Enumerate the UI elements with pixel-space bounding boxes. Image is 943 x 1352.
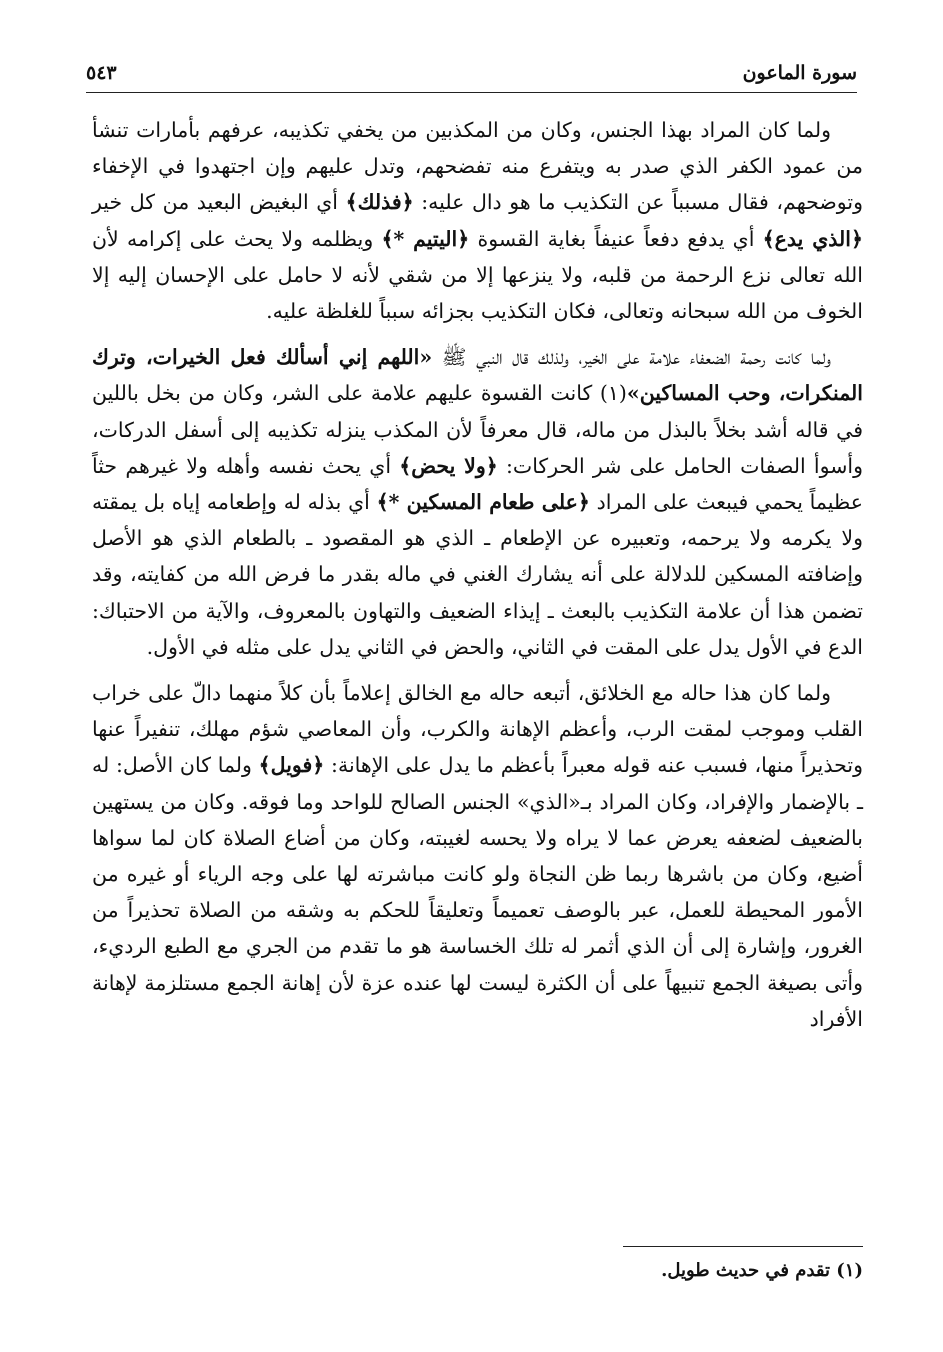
quran-quote: ﴿على طعام المسكين *﴾: [376, 490, 590, 515]
text-segment: أي يدفع دفعاً عنيفاً بغاية القسوة: [469, 226, 763, 251]
footnote-divider: [623, 1246, 863, 1247]
quran-quote: ﴿اليتيم *﴾: [381, 226, 470, 251]
page-header: [86, 58, 857, 93]
quran-quote: ﴿الذي يدع﴾: [762, 226, 863, 251]
paragraph: [92, 675, 863, 1037]
quran-quote: ﴿فذلك﴾: [345, 190, 414, 215]
page-number: ٥٤٣: [86, 62, 117, 84]
quran-quote: «اللهم إني أسألك فعل الخيرات، وترك المنكرات، وحب المساكين»: [92, 345, 863, 406]
text-segment: ويظلمه ولا يحث على إكرامه لأن الله تعالى نزع الرحمة من قلبه، ولا ينزعها إلا من شقي لأنه لا حامل على الإحسان إليه إلا الخوف من الله سبحانه وتعالى، فكان التكذيب بجزائه سبباً للغلظة عليه.: [92, 226, 863, 324]
surah-title: سورة الماعون: [742, 62, 857, 84]
text-segment: ولما كان الأصل: له ـ بالإضمار والإفراد، وكان المراد بـ«الذي» الجنس الصالح للواحد وما فوقه. وكان من يستهين بالضعيف لضعفه يعرض عما لا يراه ولا يحسه لغيبته، وكان من أضاع الصلاة كان لما سواها أضيع، وكان من باشرها ربما ظن النجاة ولو كانت مباشرته لها على وجه الرياء أو غيره من الأمور المحيطة للعمل، عبر بالوصف تعميماً وتعليقاً للحكم به وشقه من الصلاة تحذيراً من الغرور، وإشارة إلى أن الذي أثمر له تلك الخساسة هو ما تقدم من الجري مع الطبع الرديء، وأتى بصيغة الجمع تنبيهاً على أن الكثرة ليست لها عنده عزة لأن إهانة الجمع مستلزمة لإهانة الأفراد: [92, 753, 863, 1031]
text-segment: أي بذله له وإطعامه إياه بل يمقته ولا يكرمه ولا يرحمه، وتعبيره عن الإطعام ـ الذي هو المقصود ـ بالطعام الذي هو الأصل وإضافته المسكين للدلالة على أنه يشارك الغني في ماله بقدر ما فرض الله من كفايته، وقد تضمن هذا أن علامة التكذيب بالبعث ـ إيذاء الضعيف والتهاون بالمعروف، والآية من الاحتباك: الدع في الأول يدل على المقت في الثاني، والحض في الثاني يدل على مثله في الأول.: [92, 490, 863, 659]
quran-quote: ﴿ولا يحض﴾: [399, 453, 498, 478]
text-segment: ولما كانت رحمة الضعفاء علامة على الخير، ولذلك قال النبي ﷺ: [432, 345, 831, 370]
text-segment: ولما كان هذا حاله مع الخلائق، أتبعه حاله مع الخالق إعلاماً بأن كلاً منهما دالّ على خراب القلب وموجب لمقت الرب، وأعظم الإهانة والكرب، وأن المعاصي شؤم مهلك، تنفيراً عنها وتحذيراً منها، فسبب عنه قوله معبراً بأعظم ما يدل على الإهانة:: [92, 681, 863, 778]
paragraph: [92, 339, 863, 665]
text-segment: (١) كانت القسوة عليهم علامة على الشر، وكان من بخل باللين في قاله أشد بخلاً بالبذل من ماله، قال معرفاً لأن المكذب ينزله تكذيبه إلى أسفل الدركات، وأسوأ الصفات الحامل على شر الحركات:: [92, 381, 863, 478]
main-text: [92, 112, 863, 1037]
text-segment: ولما كان المراد بهذا الجنس، وكان من المكذبين من يخفي تكذيبه، عرفهم بأمارات تنشأ من عمود الكفر الذي صدر به ويتفرع منه تفضحهم، وتدل عليهم وإن اجتهدوا في الإخفاء وتوضحهم، فقال مسبباً عن التكذيب ما هو دال عليه:: [92, 118, 863, 215]
paragraph: [92, 112, 863, 329]
footnote: (١) تقدم في حديث طويل.: [661, 1260, 863, 1281]
quran-quote: ﴿فويل﴾: [258, 753, 325, 778]
text-segment: أي يحث نفسه وأهله ولا غيرهم حثاً عظيماً يحمي فيبعث على المراد: [92, 453, 863, 515]
text-segment: أي البغيض البعيد من كل خير: [92, 190, 346, 215]
